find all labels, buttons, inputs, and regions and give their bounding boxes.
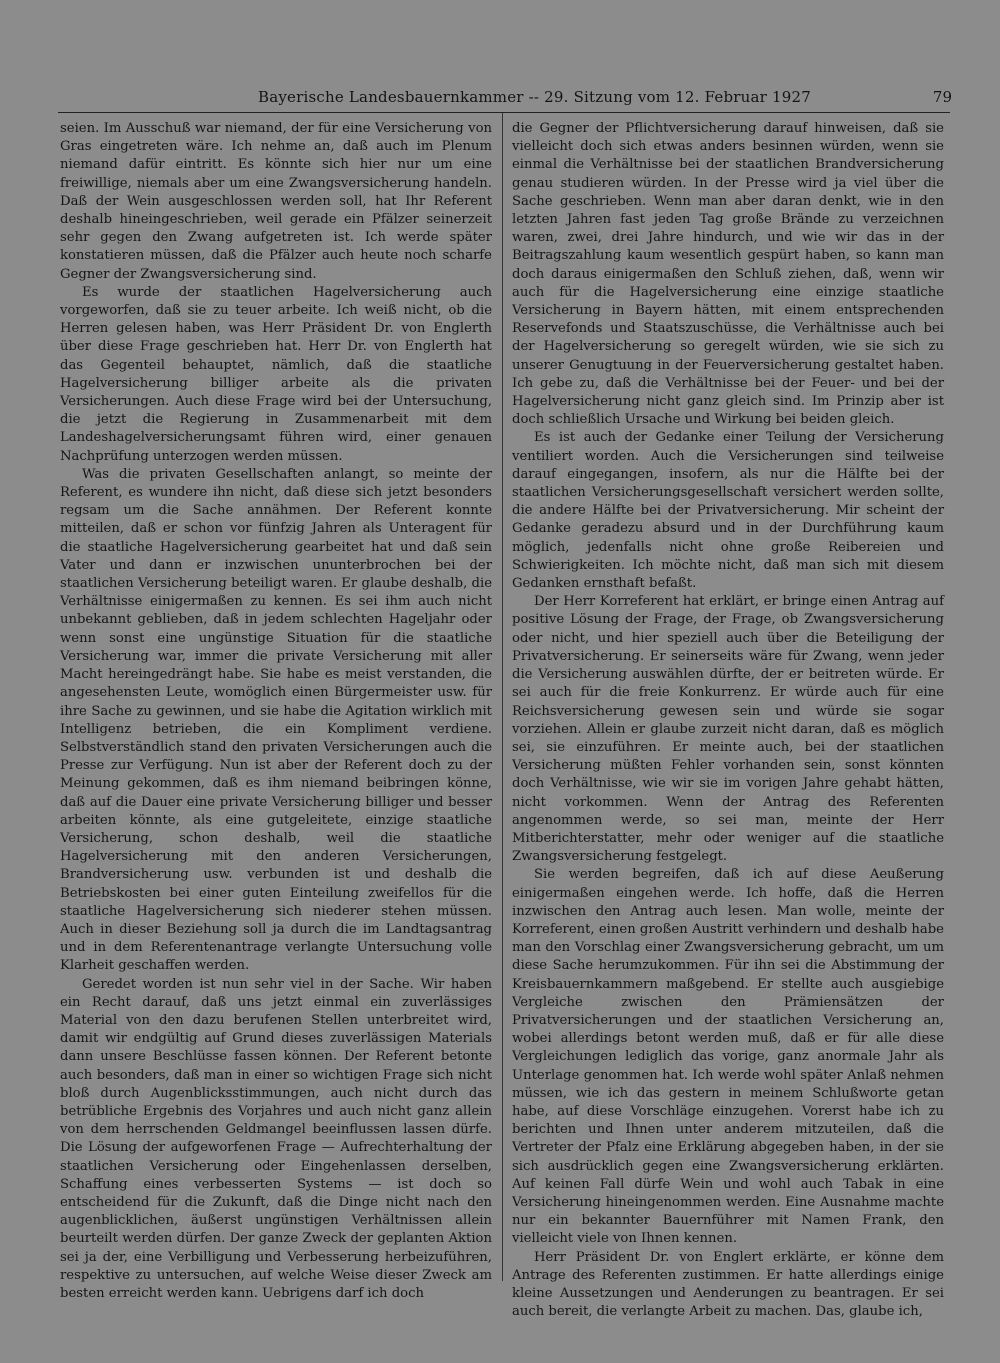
paragraph: Herr Präsident Dr. von Englert erklärte, er könne dem Antrage des Referenten zustimmen. Er hatte allerdings einige kleine Aussetzungen und Aenderungen zu beantragen. Er sei auch bereit, die verlangte Arbeit zu machen. Das, glaube ich, — [512, 1249, 944, 1320]
page-number: 79 — [932, 88, 952, 106]
paragraph: Geredet worden ist nun sehr viel in der Sache. Wir haben ein Recht darauf, daß uns jetzt einmal ein zuverlässiges Material von den dazu berufenen Stellen unterbreitet wird, damit wir endgültig auf Grund dieses zuverlässigen Materials dann unsere Beschlüsse fassen können. Der Referent betonte auch besonders, daß man in einer so wichtigen Frage sich nicht bloß durch Augenblicksstimmungen, auch nicht durch das betrübliche Ergebnis des Vorjahres und auch nicht ganz allein von dem herrschenden Geldmangel beeinflussen lassen dürfe. Die Lösung der aufgeworfenen Frage — Aufrechterhaltung der staatlichen Versicherung oder Eingehenlassen derselben, Schaffung eines verbesserten Systems — ist doch so entscheidend für die Zukunft, daß die Dinge nicht nach den augenblicklichen, äußerst ungünstigen Verhältnissen allein beurteilt werden dürfen. Der ganze Zweck der geplanten Aktion sei ja der, eine Verbilligung und Verbesserung herbeizuführen, respektive zu untersuchen, auf welche Weise dieser Zweck am besten erreicht werden kann. Uebrigens darf ich doch — [60, 976, 492, 1301]
paragraph: Der Herr Korreferent hat erklärt, er bringe einen Antrag auf positive Lösung der Frage, der Frage, ob Zwangsversicherung oder nicht, und hier speziell auch über die Beteiligung der Privatversicherung. Er seinerseits wäre für Zwang, wenn jeder die Versicherung auswählen dürfte, der er beitreten würde. Er sei auch für die freie Konkurrenz. Er würde auch für eine Reichsversicherung gewesen sein und würde sie sogar vorziehen. Allein er glaube zurzeit nicht daran, daß es möglich sei, sie einzuführen. Er meinte auch, bei der staatlichen Versicherung müßten Fehler vorhanden sein, sonst könnten doch Verhältnisse, wie wir sie im vorigen Jahre gehabt hätten, nicht vorkommen. Wenn der Antrag des Referenten angenommen werde, so sei man, meinte der Herr Mitberichterstatter, mehr oder weniger auf die staatliche Zwangsversicherung festgelegt. — [512, 594, 944, 865]
right-column — [512, 120, 944, 1321]
paragraph: Es ist auch der Gedanke einer Teilung der Versicherung ventiliert worden. Auch die Versicherungen sind teilweise darauf eingegangen, insofern, als nur die Hälfte bei der staatlichen Versicherungsgesellschaft versichert werden sollte, die andere Hälfte bei der Privatversicherung. Mir scheint der Gedanke geradezu absurd und in der Durchführung kaum möglich, jedenfalls nicht ohne große Reibereien und Schwierigkeiten. Ich möchte nicht, daß man sich mit diesem Gedanken ernsthaft befaßt. — [512, 430, 944, 592]
running-header — [72, 88, 952, 110]
paragraph: Sie werden begreifen, daß ich auf diese Aeußerung einigermaßen eingehen werde. Ich hoffe, daß die Herren inzwischen den Antrag auch lesen. Man wolle, meinte der Korreferent, einen großen Austritt verhindern und deshalb habe man den Vorschlag einer Zwangsversicherung gebracht, um um diese Sache herumzukommen. Für ihn sei die Abstimmung der Kreisbauernkammern maßgebend. Er stellte auch ausgiebige Vergleiche zwischen den Prämiensätzen der Privatversicherungen und der staatlichen Versicherung an, wobei allerdings betont werden muß, daß er für alle diese Vergleichungen lediglich das vorige, ganz anormale Jahr als Unterlage genommen hat. Ich werde wohl später Anlaß nehmen müssen, wie ich das gestern in meinem Schlußworte getan habe, auf diese Vorschläge einzugehen. Vorerst habe ich zu berichten und Ihnen unter anderem mitzuteilen, daß die Vertreter der Pfalz eine Erklärung abgegeben haben, in der sie sich ausdrücklich gegen eine Zwangsversicherung erklärten. Auf keinen Fall dürfe Wein und wohl auch Tabak in eine Versicherung hineingenommen werden. Eine Ausnahme machte nur ein bekannter Bauernführer mit Namen Frank, den vielleicht viele von Ihnen kennen. — [512, 867, 944, 1247]
left-column — [60, 120, 492, 1303]
header-title: Bayerische Landesbauernkammer -- 29. Sitzung vom 12. Februar 1927 — [258, 88, 811, 106]
column-divider — [502, 113, 503, 1281]
paragraph: Was die privaten Gesellschaften anlangt, so meinte der Referent, es wundere ihn nicht, daß diese sich jetzt besonders regsam um die Sache annähmen. Der Referent konnte mitteilen, daß er schon vor fünfzig Jahren als Unteragent für die staatliche Hagelversicherung gearbeitet hat und daß sein Vater und dann er inzwischen ununterbrochen bei der staatlichen Versicherung beteiligt waren. Er glaube deshalb, die Verhältnisse einigermaßen zu kennen. Es sei ihm auch nicht unbekannt geblieben, daß in jedem schlechten Hageljahr oder wenn sonst eine ungünstige Situation für die staatliche Versicherung war, immer die private Versicherung mit aller Macht hereingedrängt habe. Sie habe es meist verstanden, die angesehensten Leute, womöglich einen Bürgermeister usw. für ihre Sache zu gewinnen, und sie habe die Agitation wirklich mit Intelligenz betrieben, die ein Kompliment verdiene. Selbstverständlich stand den privaten Versicherungen auch die Presse zur Verfügung. Nun ist aber der Referent doch zu der Meinung gekommen, daß es ihm niemand beibringen könne, daß auf die Dauer eine private Versicherung billiger und besser arbeiten könnte, als eine gutgeleitete, einzige staatliche Versicherung, schon deshalb, weil die staatliche Hagelversicherung mit den anderen Versicherungen, Brandversicherung usw. verbunden ist und deshalb die Betriebskosten bei einer guten Einteilung zweifellos für die staatliche Hagelversicherung sich niederer stehen müssen. Auch in dieser Beziehung soll ja durch die im Landtagsantrag und in dem Referentenantrage verlangte Untersuchung volle Klarheit geschaffen werden. — [60, 466, 492, 974]
paragraph: die Gegner der Pflichtversicherung darauf hinweisen, daß sie vielleicht doch sich etwas anders besinnen würden, wenn sie einmal die Verhältnisse bei der staatlichen Brandversicherung genau studieren würden. In der Presse wird ja viel über die Sache geschrieben. Wenn man aber daran denkt, wie in den letzten Jahren fast jeden Tag große Brände zu verzeichnen waren, zwei, drei Jahre hindurch, und wie wir das in der Beitragszahlung kaum wesentlich gespürt haben, so kann man doch daraus einigermaßen den Schluß ziehen, daß, wenn wir auch für die Hagelversicherung eine einzige staatliche Versicherung in Bayern hätten, mit einem entsprechenden Reservefonds und Staatszuschüsse, die Verhältnisse auch bei der Hagelversicherung so geregelt würden, wie sie sich zu unserer Genugtuung in der Feuerversicherung gestaltet haben. Ich gebe zu, daß die Verhältnisse bei der Feuer- und bei der Hagelversicherung nicht ganz gleich sind. Im Prinzip aber ist doch schließlich Ursache und Wirkung bei beiden gleich. — [512, 121, 944, 428]
paragraph: seien. Im Ausschuß war niemand, der für eine Versicherung von Gras eingetreten wäre. Ich nehme an, daß auch im Plenum niemand dafür eintritt. Es könnte sich hier nur um eine freiwillige, niemals aber um eine Zwangsversicherung handeln. Daß der Wein ausgeschlossen werden soll, hat Ihr Referent deshalb hineingeschrieben, weil gerade ein Pfälzer seinerzeit sehr gegen den Zwang aufgetreten ist. Ich werde später konstatieren müssen, daß die Pfälzer auch heute noch scharfe Gegner der Zwangsversicherung sind. — [60, 121, 492, 282]
paragraph: Es wurde der staatlichen Hagelversicherung auch vorgeworfen, daß sie zu teuer arbeite. Ich weiß nicht, ob die Herren gelesen haben, was Herr Präsident Dr. von Englerth über diese Frage geschrieben hat. Herr Dr. von Englerth hat das Gegenteil behauptet, nämlich, daß die staatliche Hagelversicherung billiger arbeite als die privaten Versicherungen. Auch diese Frage wird bei der Untersuchung, die jetzt die Regierung in Zusammenarbeit mit dem Landeshagelversicherungsamt führen wird, einer genauen Nachprüfung unterzogen werden müssen. — [60, 284, 492, 464]
header-rule — [58, 112, 950, 113]
